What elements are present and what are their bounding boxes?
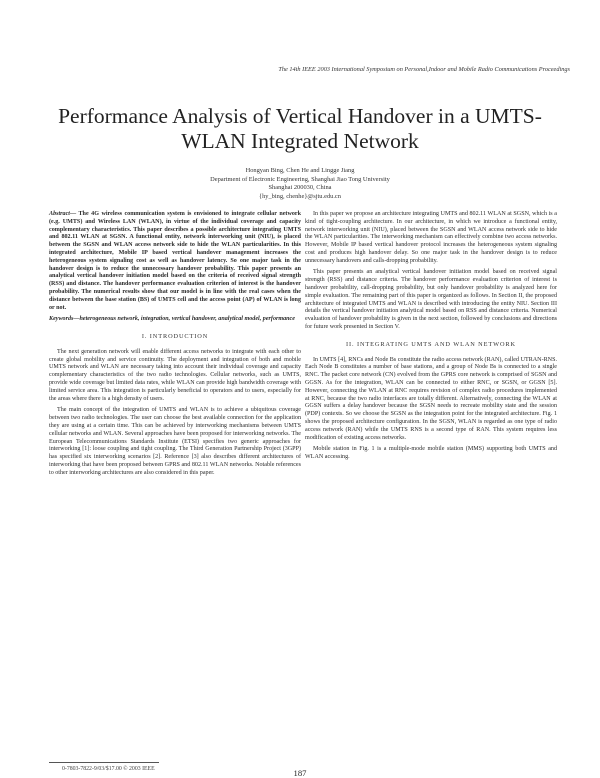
paragraph: The next generation network will enable different access networks to integrate with each other to create global mobility and service continuity. The deployment and integration of both and mobile UMTS network and WLAN are necessary taking into account their individual coverage and capacity complementary characteristics of the two radio technologies. Cellular networks, such as UMTS, provide wide coverage but limited data rates, while WLAN can provide high bandwidth coverage with limited service area. This integration is particularly beneficial to operators and to users, especially for the areas where there is a high density of users. <box>49 348 301 402</box>
abstract-lead: Abstract <box>49 211 70 217</box>
keywords-body: —heterogeneous network, integration, vertical handover, analytical model, performance <box>73 316 295 323</box>
footnote-rule <box>49 762 159 763</box>
emails: {hy_bing, chenhe}@sjtu.edu.cn <box>259 192 341 200</box>
running-header: The 14th IEEE 2003 International Symposium on Personal,Indoor and Mobile Radio Communications Proceedings <box>278 66 570 73</box>
paragraph: This paper presents an analytical vertical handover initiation model based on received signal strength (RSS) and distance criteria. The handover performance evaluation criterion of interest is handover probability, call-dropping probability, but only handover probability is analyzed here for simple evaluation. The remaining part of this paper is organized as follows. In Section II, the proposed architecture of integrated UMTS and WLAN is described with introducing the entity NIU. Section III details the vertical handover initiation analytical model based on RSS and distance criteria. Numerical evaluation of handover probability is given in the next section, followed by conclusions and directions for future work presented in Section V. <box>305 269 557 331</box>
right-column <box>305 211 557 466</box>
left-column <box>49 211 301 481</box>
copyright-notice: 0-7803-7822-9/03/$17.00 © 2003 IEEE <box>62 766 155 772</box>
keywords-lead: Keywords <box>49 316 74 323</box>
section-heading-architecture: II. INTEGRATING UMTS AND WLAN NETWORK <box>346 340 516 348</box>
page-number: 187 <box>293 768 307 778</box>
author-names: Hongyan Bing, Chen He and Lingge Jiang <box>245 167 355 174</box>
abstract-body: — The 4G wireless communication system is envisioned to integrate cellular network (e.g. UMTS) and Wireless LAN (WLAN), in virtue of the individual coverage and capacity complementary characteristics. This paper describes a possible architecture integrating UMTS and 802.11 WLAN at SGSN. A functional entity, network interworking unit (NIU), is placed between the SGSN and WLAN access network side to hide the WLAN particularities. In this integrated architecture, Mobile IP based vertical handover management increases the heterogeneous system signaling cost as well as handover latency. So one major task in the handover design is to reduce the unnecessary handover probability. This paper presents an analytical vertical handover initiation model based on the criteria of received signal strength (RSS) and distance. The handover performance evaluation criterion of interest is the handover probability. The numerical results show that our model is in line with the real cases when the distance between the base station (BS) of UMTS cell and the access point (AP) of WLAN is long or not. <box>49 211 301 311</box>
paragraph: In this paper we propose an architecture integrating UMTS and 802.11 WLAN at SGSN, which is a kind of tight-coupling architecture. In our architecture, in which we introduce a functional entity, network interworking unit (NIU), placed between the SGSN and WLAN access network side to hide the WLAN particularities. The interworking mechanism can effectively combine two access networks. However, Mobile IP based vertical handover protocol increases the heterogeneous system signaling cost and produces high handover delay. So one major task in the handover design is to reduce unnecessary handovers and calls-dropping probability. <box>305 211 557 264</box>
paragraph: In UMTS [4], RNCs and Node Bs constitute the radio access network (RAN), called UTRAN-RNS. Each Node B constitutes a number of base stations, and a group of Node Bs is connected to a single RNC. The packet core network (CN) evolved from the GPRS core network is comprised of SGSN and GGSN. As for the integration, WLAN can be connected to either RNC, or SGSN, or GGSN [5]. However, connecting the WLAN at RNC requires revision of complex radio procedures implemented at RNC, because the two radio interfaces are totally different. Alternatively, connecting the WLAN at GGSN suffers a delay handover because the SGSN needs to recreate mobility state and the session (PDP) contexts. So we choose the SGSN as the integration point for the integrated architecture. Fig. 1 shows the proposed architecture configuration. In the SGSN, WLAN is regarded as one type of radio access network (RAN) while the UMTS RNS is a second type of RAN. This system requires less modification of existing access networks. <box>305 356 557 441</box>
paragraph: Mobile station in Fig. 1 is a multiple-mode mobile station (MMS) supporting both UMTS and WLAN accessing. <box>305 446 557 461</box>
affiliation: Department of Electronic Engineering, Shanghai Jiao Tong University <box>210 175 390 183</box>
section-heading-introduction: I. INTRODUCTION <box>141 333 209 341</box>
abstract <box>49 211 301 312</box>
paragraph: The main concept of the integration of UMTS and WLAN is to achieve a ubiquitous coverage between two radio technologies. The user can choose the best available connection for the application they are using at a certain time. This can be achieved by interworking mechanisms between UMTS cellular networks and WLAN. Several approaches have been proposed for interworking networks. The European Telecommunications Standards Institute (ETSI) specifies two generic approaches for interworking [1]: loose coupling and tight coupling. The Third Generation Partnership Project (3GPP) has specified six interworking scenarios [2]. Reference [3] also describes different architectures of interworking that have been proposed between GPRS and 802.11 WLAN networks. Notable references to other interworking architectures are also considered in this paper. <box>49 407 301 476</box>
keywords <box>49 316 301 324</box>
author-block <box>40 167 560 201</box>
paper-title: Performance Analysis of Vertical Handover in a UMTS-WLAN Integrated Network <box>58 104 542 153</box>
location: Shanghai 200030, China <box>268 184 332 192</box>
